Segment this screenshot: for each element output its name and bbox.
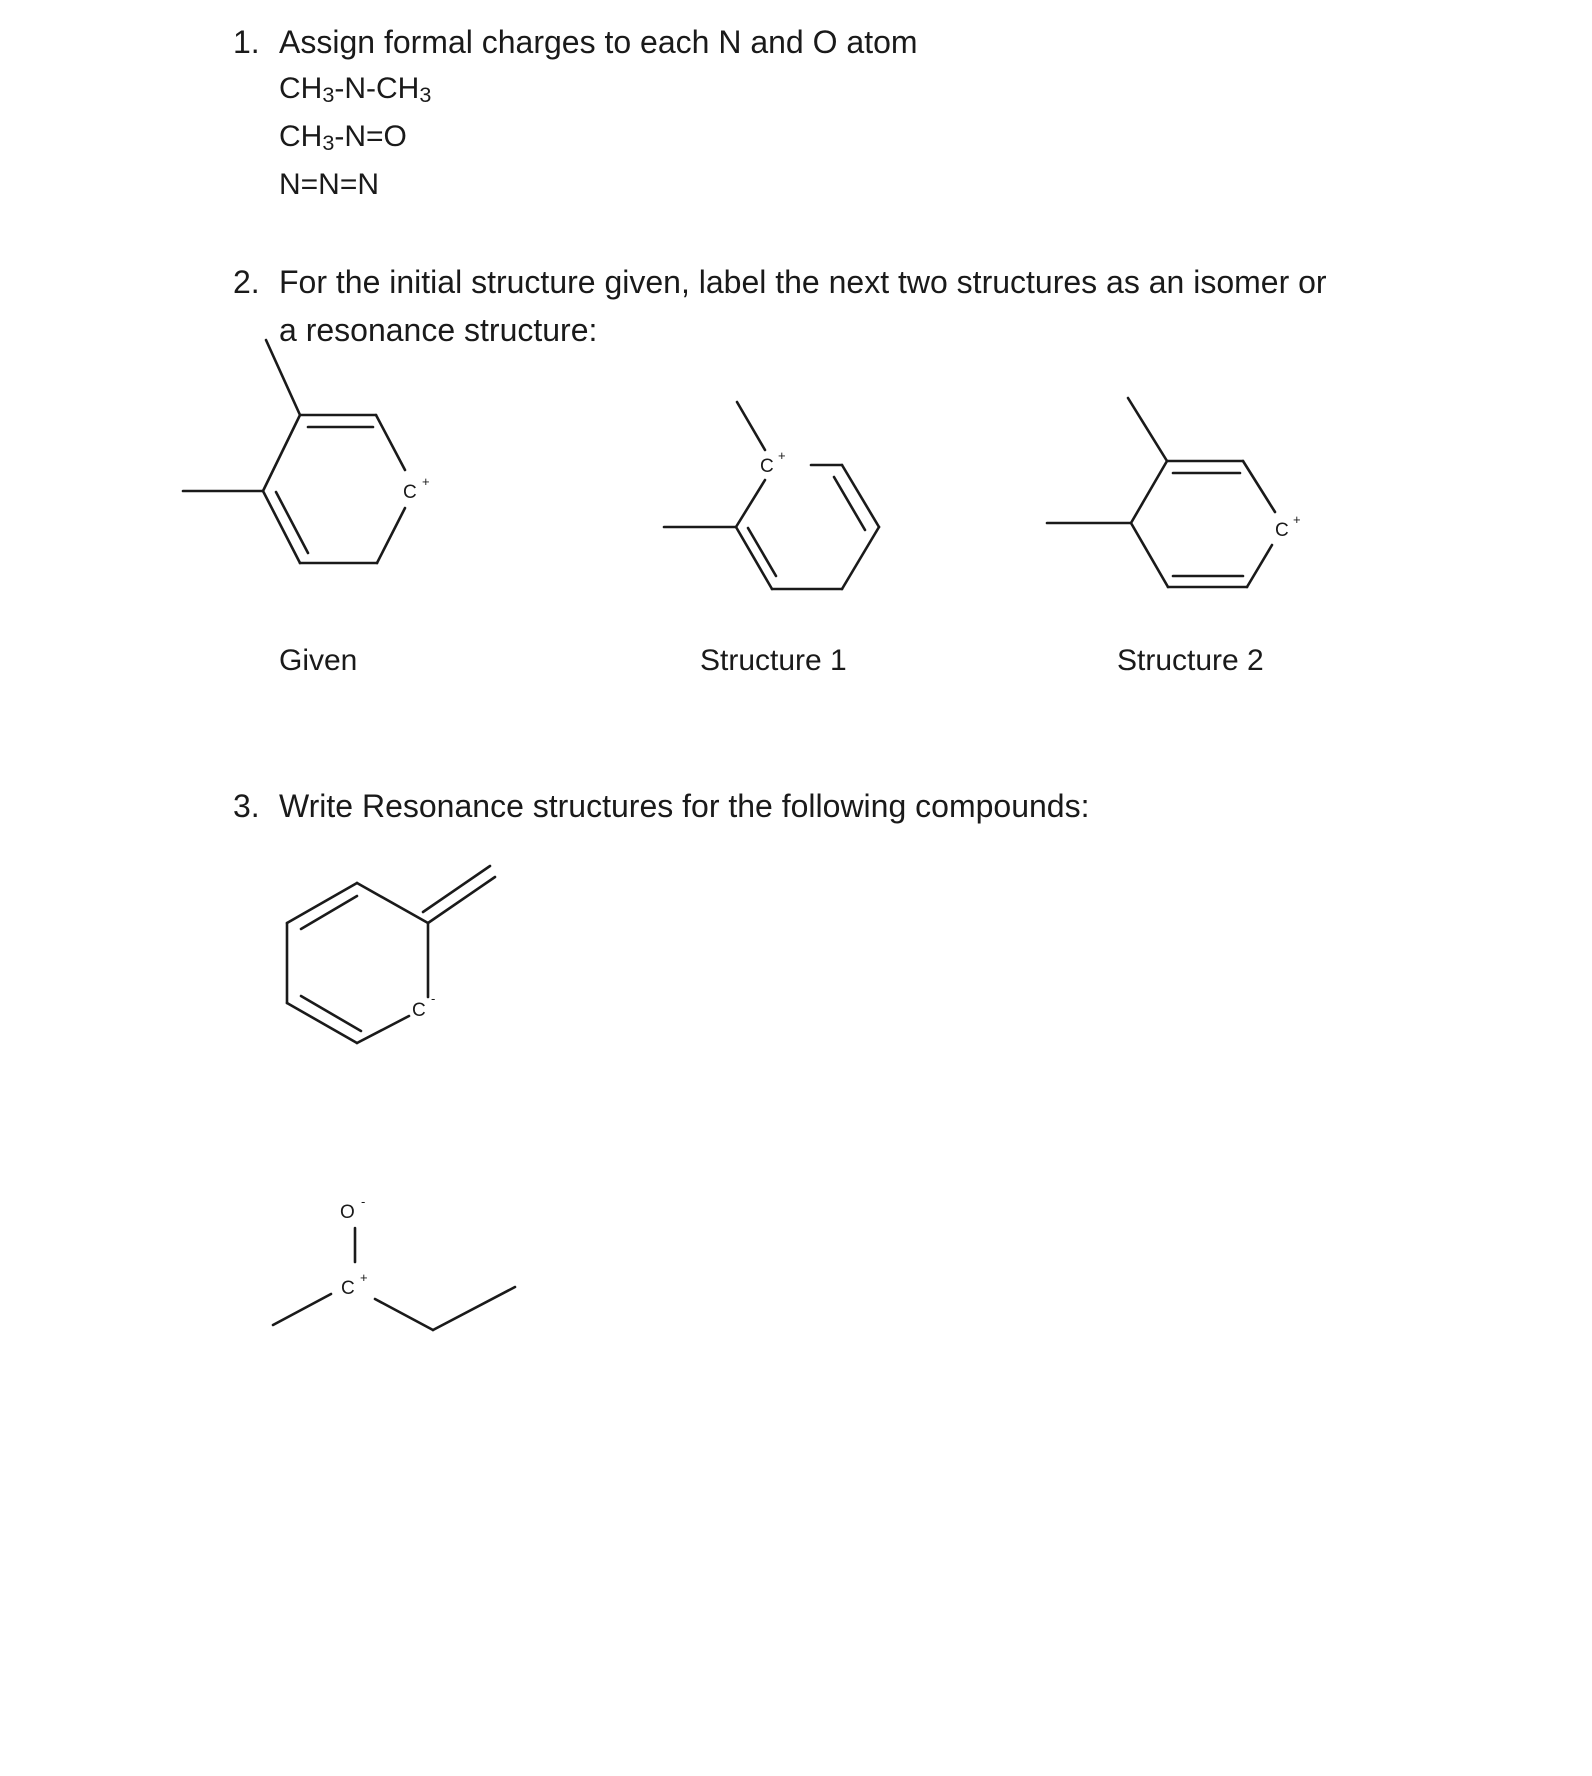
compound-2-oxygen-charge: - bbox=[361, 1194, 366, 1209]
formula-nitrosomethane: $CH_3-N=O$ bbox=[279, 120, 407, 155]
question-3-text: Write Resonance structures for the following compounds: bbox=[279, 788, 1090, 824]
question-2-line-1: For the initial structure given, label the next two structures as an isomer or bbox=[279, 264, 1327, 300]
caption-structure-1: Structure 1 bbox=[700, 644, 847, 677]
compound-2-oxygen-label: O bbox=[340, 1202, 355, 1223]
compound-1-carbanion-label: C bbox=[412, 1000, 426, 1021]
compound-2-bonds bbox=[273, 1228, 515, 1330]
formula-dimethylamine: $CH_3-N-CH_3$ bbox=[279, 72, 432, 107]
question-1-number: 1. bbox=[233, 24, 260, 60]
given-charge-label: + bbox=[422, 474, 430, 489]
question-2-line-2: a resonance structure: bbox=[279, 312, 598, 348]
question-1-text: Assign formal charges to each N and O atom bbox=[279, 24, 918, 60]
structure-2-carbocation-label: C bbox=[1275, 520, 1289, 541]
structure-1-charge-label: + bbox=[778, 448, 786, 463]
question-3-number: 3. bbox=[233, 788, 260, 824]
caption-structure-2: Structure 2 bbox=[1117, 644, 1264, 677]
given-carbocation-label: C bbox=[403, 482, 417, 503]
caption-given: Given bbox=[279, 644, 358, 677]
structure-2-charge-label: + bbox=[1293, 512, 1301, 527]
compound-2-carbon-charge: + bbox=[360, 1270, 368, 1285]
formula-azide: N=N=N bbox=[279, 168, 380, 201]
question-2-number: 2. bbox=[233, 264, 260, 300]
compound-2-carbocation-label: C bbox=[341, 1278, 355, 1299]
compound-1-charge-label: - bbox=[431, 991, 436, 1006]
structure-1-carbocation-label: C bbox=[760, 456, 774, 477]
